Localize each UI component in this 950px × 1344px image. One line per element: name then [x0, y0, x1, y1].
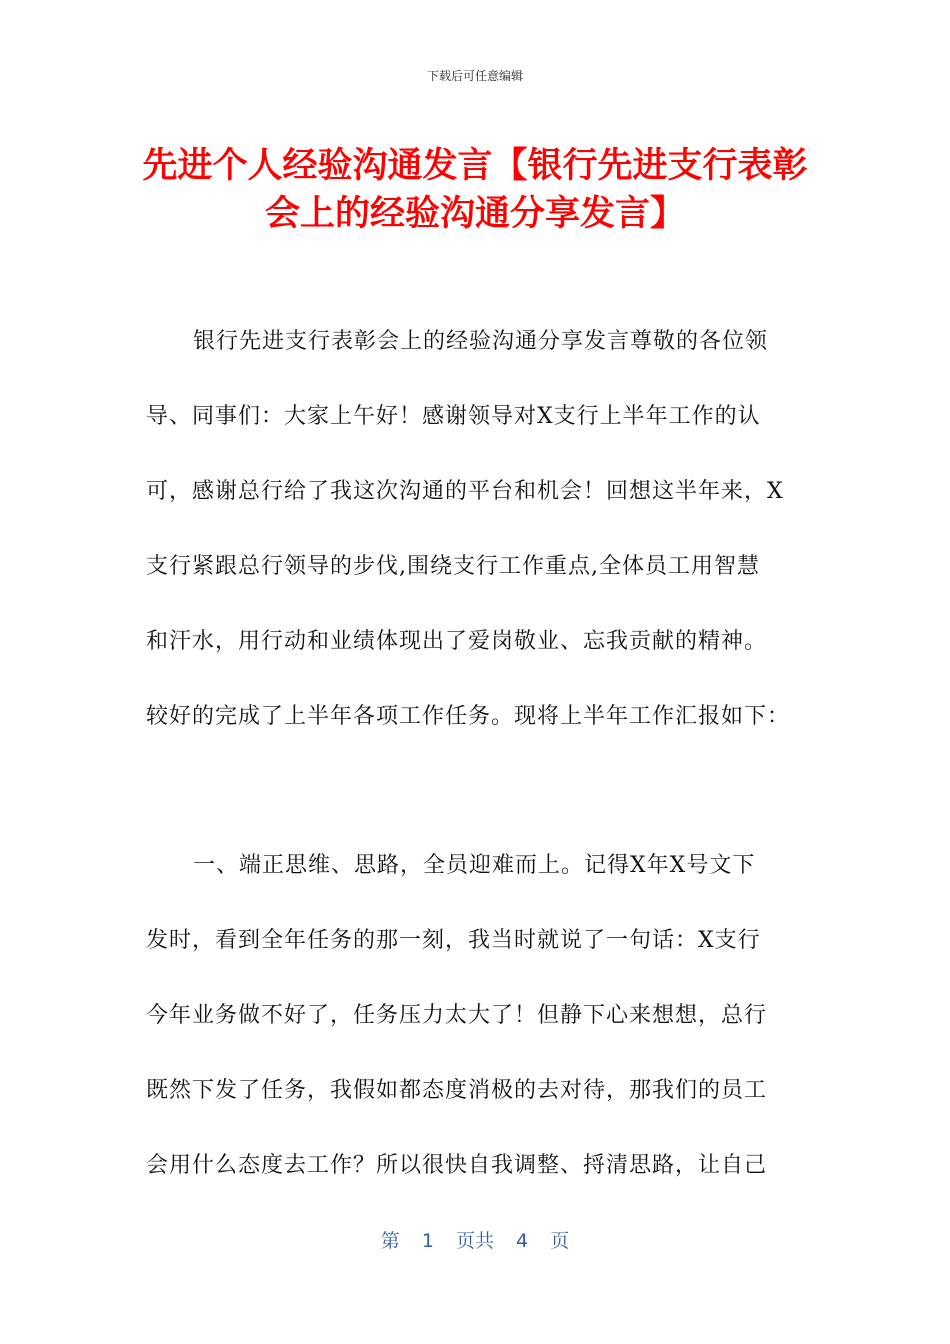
paragraph-line: 发时，看到全年任务的那一刻，我当时就说了一句话：X支行 — [146, 928, 761, 953]
document-title — [140, 142, 810, 238]
header-note: 下载后可任意编辑 — [426, 69, 523, 83]
footer-prefix: 第 — [380, 1230, 400, 1252]
footer-middle: 页共 — [455, 1230, 494, 1252]
paragraph-line: 可，感谢总行给了我这次沟通的平台和机会！回想这半年来，X — [146, 479, 784, 504]
paragraph-line: 银行先进支行表彰会上的经验沟通分享发言尊敬的各位领 — [193, 329, 769, 354]
paragraph-line: 今年业务做不好了，任务压力太大了！但静下心来想想，总行 — [146, 1003, 768, 1028]
footer-suffix: 页 — [550, 1230, 570, 1252]
paragraph-line: 导、同事们：大家上午好！感谢领导对X支行上半年工作的认 — [146, 404, 761, 429]
paragraph-line: 较好的完成了上半年各项工作任务。现将上半年工作汇报如下： — [146, 704, 791, 729]
footer-current-page: 1 — [421, 1230, 434, 1252]
paragraph-section-1 — [146, 846, 806, 1221]
footer-total-pages: 4 — [516, 1230, 529, 1252]
paragraph-line: 会用什么态度去工作？所以很快自我调整、捋清思路，让自己 — [146, 1153, 768, 1178]
paragraph-line: 一、端正思维、思路，全员迎难而上。记得X年X号文下 — [193, 853, 756, 878]
title-line-2: 会上的经验沟通分享发言】 — [264, 194, 685, 234]
paragraph-line: 支行紧跟总行领导的步伐,围绕支行工作重点,全体员工用智慧 — [146, 554, 760, 579]
page-number-footer — [0, 1226, 950, 1253]
paragraph-line: 和汗水，用行动和业绩体现出了爱岗敬业、忘我贡献的精神。 — [146, 629, 768, 654]
paragraph-intro — [146, 322, 806, 772]
title-line-1: 先进个人经验沟通发言【银行先进支行表彰 — [142, 146, 808, 186]
paragraph-line: 既然下发了任务，我假如都态度消极的去对待，那我们的员工 — [146, 1078, 768, 1103]
